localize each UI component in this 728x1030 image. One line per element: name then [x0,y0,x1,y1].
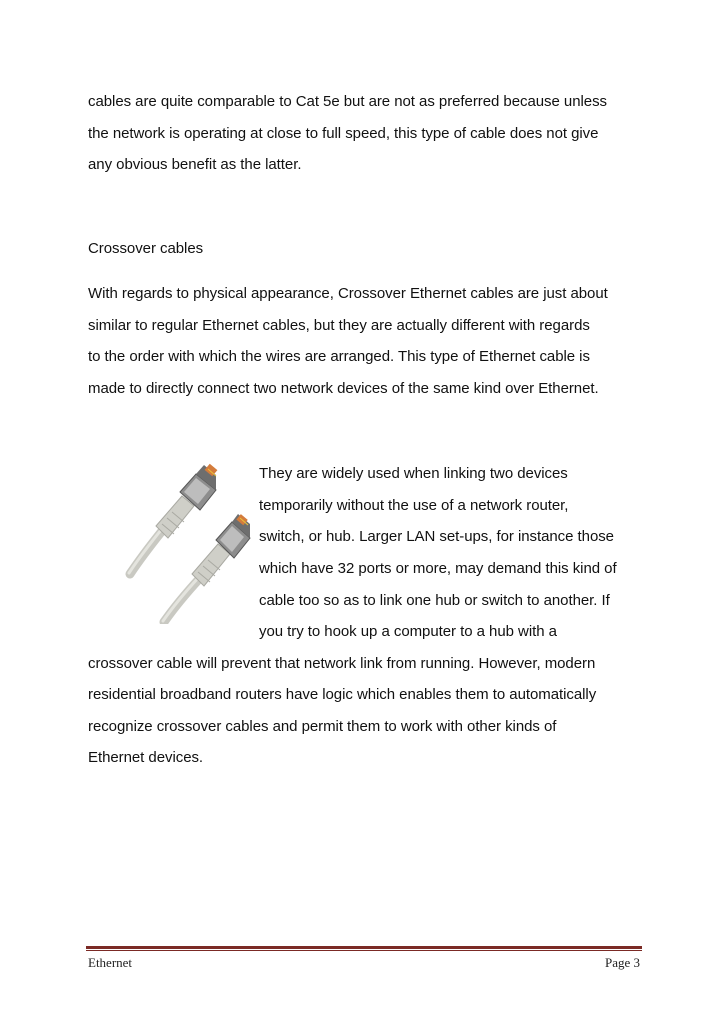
paragraph-2-line-3: to the order with which the wires are arranged. This type of Ethernet cable is [88,348,590,365]
footer-rule-thick [86,946,642,949]
paragraph-3-wrapped-line-4: which have 32 ports or more, may demand this kind of [259,560,617,577]
paragraph-3-line-1: crossover cable will prevent that network link from running. However, modern [88,655,596,672]
paragraph-2-line-2: similar to regular Ethernet cables, but they are actually different with regards [88,317,590,334]
section-heading: Crossover cables [88,240,204,257]
paragraph-3-line-2: residential broadband routers have logic which enables them to automatically [88,686,597,703]
paragraph-1-line-1: cables are quite comparable to Cat 5e but are not as preferred because unless [88,93,607,110]
ethernet-cables-image [112,456,252,624]
paragraph-3-wrapped-line-5: cable too so as to link one hub or switch to another. If [259,592,610,609]
footer-page-number: Page 3 [604,955,640,970]
paragraph-3-wrapped-line-2: temporarily without the use of a network router, [259,497,569,514]
paragraph-3-wrapped-line-1: They are widely used when linking two devices [259,465,568,482]
footer-document-title: Ethernet [88,955,133,970]
footer-rule-thin [86,950,642,951]
paragraph-3-line-3: recognize crossover cables and permit them to work with other kinds of [88,718,557,735]
paragraph-3-wrapped-line-6: you try to hook up a computer to a hub with a [259,623,557,640]
paragraph-3-wrapped-line-3: switch, or hub. Larger LAN set-ups, for instance those [259,528,614,545]
paragraph-2-line-1: With regards to physical appearance, Crossover Ethernet cables are just about [88,285,608,302]
paragraph-1-line-3: any obvious benefit as the latter. [88,156,302,173]
paragraph-1-line-2: the network is operating at close to full speed, this type of cable does not give [88,125,599,142]
paragraph-3-line-4: Ethernet devices. [88,749,204,766]
paragraph-2-line-4: made to directly connect two network devices of the same kind over Ethernet. [88,380,599,397]
